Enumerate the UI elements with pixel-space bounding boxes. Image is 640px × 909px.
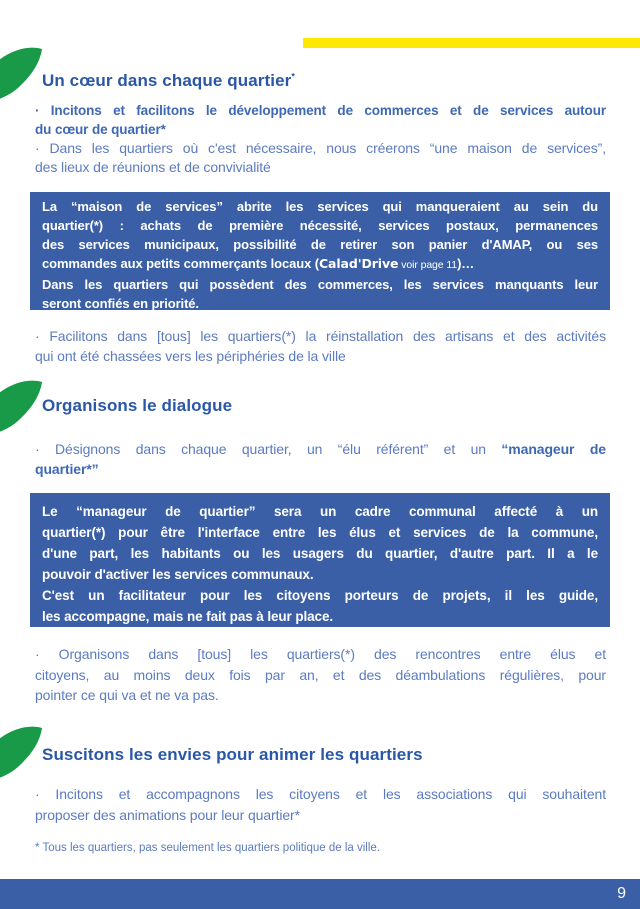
- text-line: La “maison de services” abrite les services qui manqueraient au sein du: [42, 199, 598, 214]
- text-line: pouvoir d'activer les services communaux.: [42, 567, 314, 582]
- text-line: · Organisons dans [tous] les quartiers(*) des rencontres entre élus et: [35, 646, 606, 662]
- text-line: du cœur de quartier*: [35, 122, 166, 137]
- bullet-facilitons-reinstallation: [35, 327, 606, 366]
- bullet-text: · Désignons dans chaque quartier, un “élu référent” et un: [35, 441, 502, 457]
- page-reference: voir page 11: [398, 259, 458, 271]
- section-heading-animer-quartiers: [42, 745, 423, 765]
- bullet-designons-manageur: [35, 439, 606, 479]
- text-line: [35, 459, 606, 479]
- text-line: des services municipaux, possibilité de retirer son panier d'AMAP, ou ses: [42, 237, 598, 252]
- calad-drive-brand: Calad'Drive: [318, 256, 399, 271]
- section-heading-coeur-quartier: [42, 71, 295, 91]
- text-line: les accompagne, mais ne fait pas à leur place.: [42, 609, 334, 624]
- text-line: C'est un facilitateur pour les citoyens porteurs de projets, il les guide,: [42, 588, 598, 603]
- box-line-calad-drive: [42, 254, 598, 275]
- footnote: * Tous les quartiers, pas seulement les quartiers politique de la ville.: [35, 842, 380, 854]
- page-number: 9: [617, 885, 626, 902]
- text-line: · Incitons et accompagnons les citoyens et les associations qui souhaitent: [35, 786, 606, 802]
- text-line: Dans les quartiers qui possèdent des commerces, les services manquants leur: [42, 277, 598, 292]
- text-line: qui ont été chassées vers les périphéries de la ville: [35, 347, 346, 364]
- text-line: · Facilitons dans [tous] les quartiers(*) la réinstallation des artisans et des activités: [35, 328, 606, 344]
- heading-text: Suscitons les envies pour animer les quartiers: [42, 745, 423, 764]
- bullet-organisons-rencontres: [35, 644, 606, 706]
- heading-text: Organisons le dialogue: [42, 396, 233, 415]
- bullet-text-bold: “manageur de: [501, 441, 606, 457]
- text-line: [35, 439, 606, 459]
- text-line: d'une part, les habitants ou les usagers du quartier, d'autre part. Il a le: [42, 546, 598, 561]
- footnote-mark: *: [291, 71, 295, 82]
- bullet-incitons-commerces: [35, 101, 606, 139]
- text-line: · Incitons et facilitons le développement de commerces et de services autour: [35, 103, 606, 118]
- box-text: )…: [457, 256, 475, 271]
- bullet-text-bold: quartier*”: [35, 461, 99, 477]
- text-line: Le “manageur de quartier” sera un cadre communal affecté à un: [42, 504, 598, 519]
- text-line: proposer des animations pour leur quartier*: [35, 807, 300, 823]
- leaf-icon: [0, 379, 46, 437]
- yellow-accent-bar: [303, 38, 640, 48]
- callout-box-maison-de-services: [30, 192, 610, 310]
- callout-box-manageur-quartier: [30, 493, 610, 627]
- box-paragraph: [42, 197, 598, 254]
- text-line: · Dans les quartiers où c'est nécessaire, nous créerons “une maison de services”,: [35, 140, 606, 156]
- leaf-icon: [0, 725, 46, 783]
- leaf-icon: [0, 46, 46, 104]
- box-text: commandes aux petits commerçants locaux (: [42, 256, 319, 271]
- text-line: quartier(*) pour être l'interface entre les élus et services de la commune,: [42, 525, 598, 540]
- text-line: citoyens, au moins deux fois par an, et des déambulations régulières, pour: [35, 666, 606, 683]
- bullet-incitons-animations: [35, 784, 606, 826]
- text-line: pointer ce qui va et ne va pas.: [35, 687, 219, 703]
- box-paragraph: [42, 275, 598, 313]
- text-line: quartier(*) : achats de première nécessité, services postaux, permanences: [42, 218, 598, 233]
- box-paragraph: [42, 501, 598, 627]
- text-line: seront confiés en priorité.: [42, 296, 199, 311]
- section-heading-dialogue: [42, 396, 232, 416]
- bullet-maison-de-services: [35, 139, 606, 177]
- heading-text: Un cœur dans chaque quartier: [42, 71, 292, 90]
- text-line: des lieux de réunions et de convivialité: [35, 159, 271, 175]
- footer-bar: [0, 879, 640, 909]
